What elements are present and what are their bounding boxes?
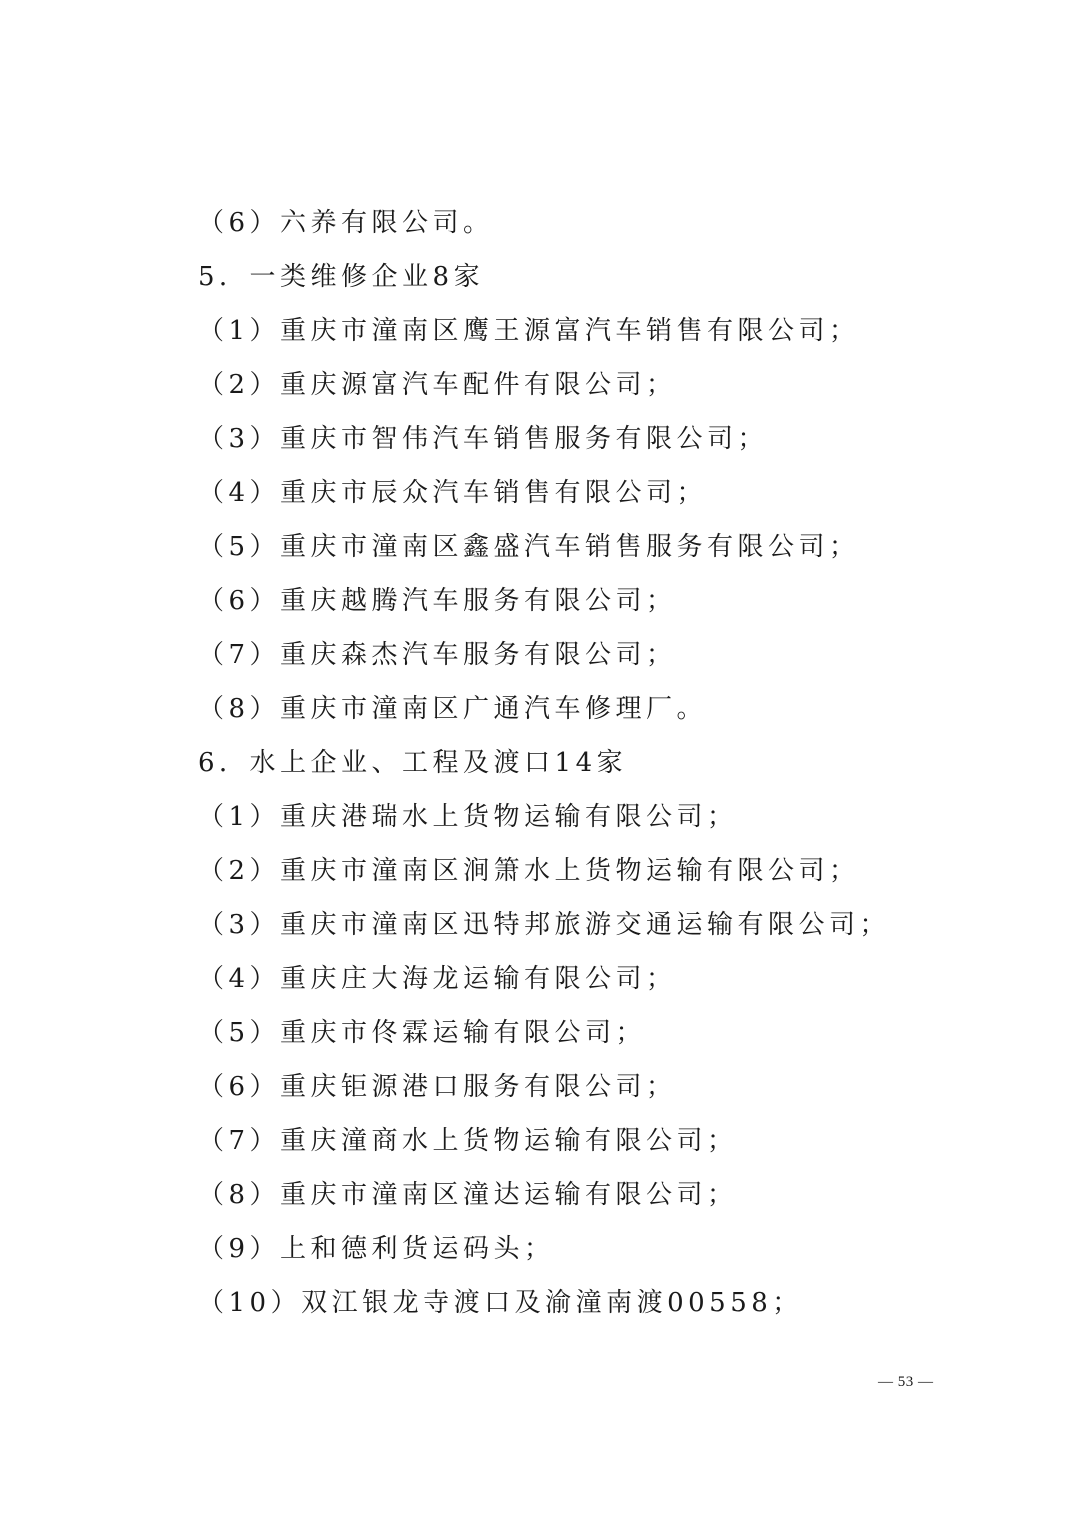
page-number: — 53 — xyxy=(878,1374,934,1390)
list-item: （4）重庆市辰众汽车销售有限公司； xyxy=(198,478,708,508)
section-heading: 6．水上企业、工程及渡口14家 xyxy=(198,748,628,778)
list-item: （8）重庆市潼南区广通汽车修理厂。 xyxy=(198,694,708,724)
list-item: （1）重庆市潼南区鹰王源富汽车销售有限公司； xyxy=(198,316,860,346)
list-item: （2）重庆市潼南区涧箫水上货物运输有限公司； xyxy=(198,856,860,886)
section-heading: 5．一类维修企业8家 xyxy=(198,262,485,292)
list-item: （7）重庆森杰汽车服务有限公司； xyxy=(198,640,677,670)
list-item: （3）重庆市潼南区迅特邦旅游交通运输有限公司； xyxy=(198,910,891,940)
list-item: （6）六养有限公司。 xyxy=(198,208,494,238)
list-item: （7）重庆潼商水上货物运输有限公司； xyxy=(198,1126,738,1156)
list-item: （3）重庆市智伟汽车销售服务有限公司； xyxy=(198,424,769,454)
list-item: （6）重庆越腾汽车服务有限公司； xyxy=(198,586,677,616)
list-item: （10）双江银龙寺渡口及渝潼南渡00558； xyxy=(198,1288,803,1318)
list-item: （5）重庆市潼南区鑫盛汽车销售服务有限公司； xyxy=(198,532,860,562)
list-item: （8）重庆市潼南区潼达运输有限公司； xyxy=(198,1180,738,1210)
list-item: （5）重庆市佟霖运输有限公司； xyxy=(198,1018,647,1048)
list-item: （1）重庆港瑞水上货物运输有限公司； xyxy=(198,802,738,832)
list-item: （9）上和德利货运码头； xyxy=(198,1234,555,1264)
list-item: （6）重庆钜源港口服务有限公司； xyxy=(198,1072,677,1102)
list-item: （2）重庆源富汽车配件有限公司； xyxy=(198,370,677,400)
list-item: （4）重庆庄大海龙运输有限公司； xyxy=(198,964,677,994)
